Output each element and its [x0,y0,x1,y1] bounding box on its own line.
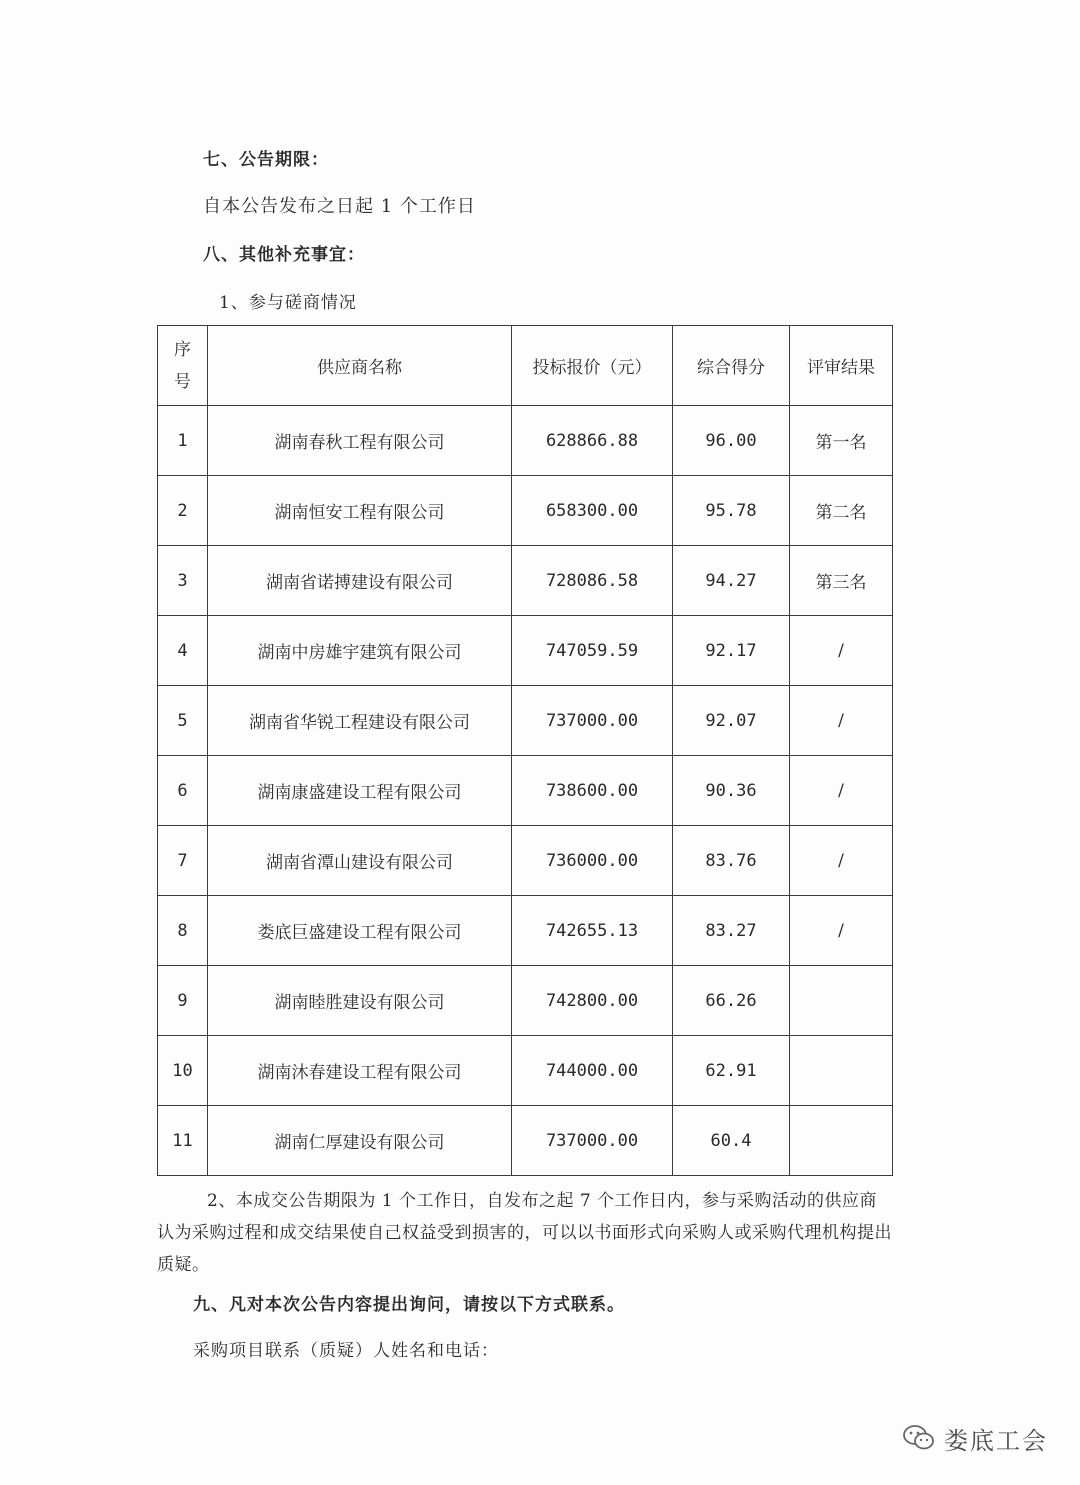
header-score: 综合得分 [673,326,790,406]
cell-index: 9 [158,966,208,1036]
header-index [158,326,208,406]
table-row [158,616,893,686]
cell-bid-price: 747059.59 [512,616,673,686]
wechat-icon [902,1423,936,1453]
cell-score: 66.26 [673,966,790,1036]
cell-score: 83.27 [673,896,790,966]
cell-supplier-name: 湖南省华锐工程建设有限公司 [208,686,512,756]
cell-result: 第二名 [790,476,893,546]
table-header-row [158,326,893,406]
cell-index: 1 [158,406,208,476]
cell-index: 8 [158,896,208,966]
cell-result: / [790,616,893,686]
cell-bid-price: 737000.00 [512,686,673,756]
cell-index: 4 [158,616,208,686]
header-supplier-name: 供应商名称 [208,326,512,406]
cell-result: / [790,686,893,756]
cell-bid-price: 742655.13 [512,896,673,966]
cell-result [790,966,893,1036]
cell-supplier-name: 湖南沐春建设工程有限公司 [208,1036,512,1106]
cell-bid-price: 728086.58 [512,546,673,616]
table-row [158,476,893,546]
cell-supplier-name: 湖南春秋工程有限公司 [208,406,512,476]
section-7-text: 自本公告发布之日起 1 个工作日 [203,196,476,217]
cell-index: 5 [158,686,208,756]
header-result: 评审结果 [790,326,893,406]
cell-score: 62.91 [673,1036,790,1106]
cell-supplier-name: 湖南省潭山建设有限公司 [208,826,512,896]
cell-index: 2 [158,476,208,546]
cell-supplier-name: 湖南省诺搏建设有限公司 [208,546,512,616]
section-8-subtitle-1: 1、参与磋商情况 [219,293,357,313]
section-9-text: 采购项目联系（质疑）人姓名和电话： [193,1341,499,1361]
cell-bid-price: 737000.00 [512,1106,673,1176]
table-row [158,1036,893,1106]
table-row [158,1106,893,1176]
section-8-title: 八、其他补充事宜： [203,245,365,265]
cell-result: 第三名 [790,546,893,616]
table-row [158,826,893,896]
cell-score: 83.76 [673,826,790,896]
watermark [902,1418,1048,1458]
cell-index: 10 [158,1036,208,1106]
cell-supplier-name: 湖南睦胜建设有限公司 [208,966,512,1036]
cell-score: 92.07 [673,686,790,756]
cell-index: 6 [158,756,208,826]
cell-bid-price: 658300.00 [512,476,673,546]
section-9-title: 九、凡对本次公告内容提出询问，请按以下方式联系。 [193,1295,625,1315]
cell-score: 96.00 [673,406,790,476]
header-index-line2: 号 [174,371,191,392]
table-row [158,896,893,966]
cell-supplier-name: 湖南康盛建设工程有限公司 [208,756,512,826]
cell-result [790,1036,893,1106]
watermark-text: 娄底工会 [944,1426,1048,1455]
cell-result: 第一名 [790,406,893,476]
cell-index: 7 [158,826,208,896]
section-8-paragraph-2: 2、本成交公告期限为 1 个工作日，自发布之起 7 个工作日内，参与采购活动的供应商认为采购过程和成交结果使自己权益受到损害的，可以以书面形式向采购人或采购代理机构提出质疑。 [157,1191,892,1275]
cell-bid-price: 738600.00 [512,756,673,826]
cell-result: / [790,826,893,896]
cell-index: 11 [158,1106,208,1176]
table-row [158,546,893,616]
cell-bid-price: 742800.00 [512,966,673,1036]
header-index-line1: 序 [174,339,191,360]
table-row [158,756,893,826]
table-row [158,966,893,1036]
cell-score: 90.36 [673,756,790,826]
cell-bid-price: 736000.00 [512,826,673,896]
cell-bid-price: 744000.00 [512,1036,673,1106]
section-7-title: 七、公告期限： [203,150,329,170]
header-bid-price: 投标报价（元） [512,326,673,406]
cell-score: 94.27 [673,546,790,616]
table-row [158,406,893,476]
cell-score: 95.78 [673,476,790,546]
cell-bid-price: 628866.88 [512,406,673,476]
table-row [158,686,893,756]
cell-index: 3 [158,546,208,616]
cell-supplier-name: 湖南恒安工程有限公司 [208,476,512,546]
cell-result: / [790,896,893,966]
cell-score: 92.17 [673,616,790,686]
bidders-table [157,325,893,1176]
cell-score: 60.4 [673,1106,790,1176]
cell-supplier-name: 湖南仁厚建设有限公司 [208,1106,512,1176]
cell-result [790,1106,893,1176]
cell-result: / [790,756,893,826]
cell-supplier-name: 娄底巨盛建设工程有限公司 [208,896,512,966]
cell-supplier-name: 湖南中房雄宇建筑有限公司 [208,616,512,686]
